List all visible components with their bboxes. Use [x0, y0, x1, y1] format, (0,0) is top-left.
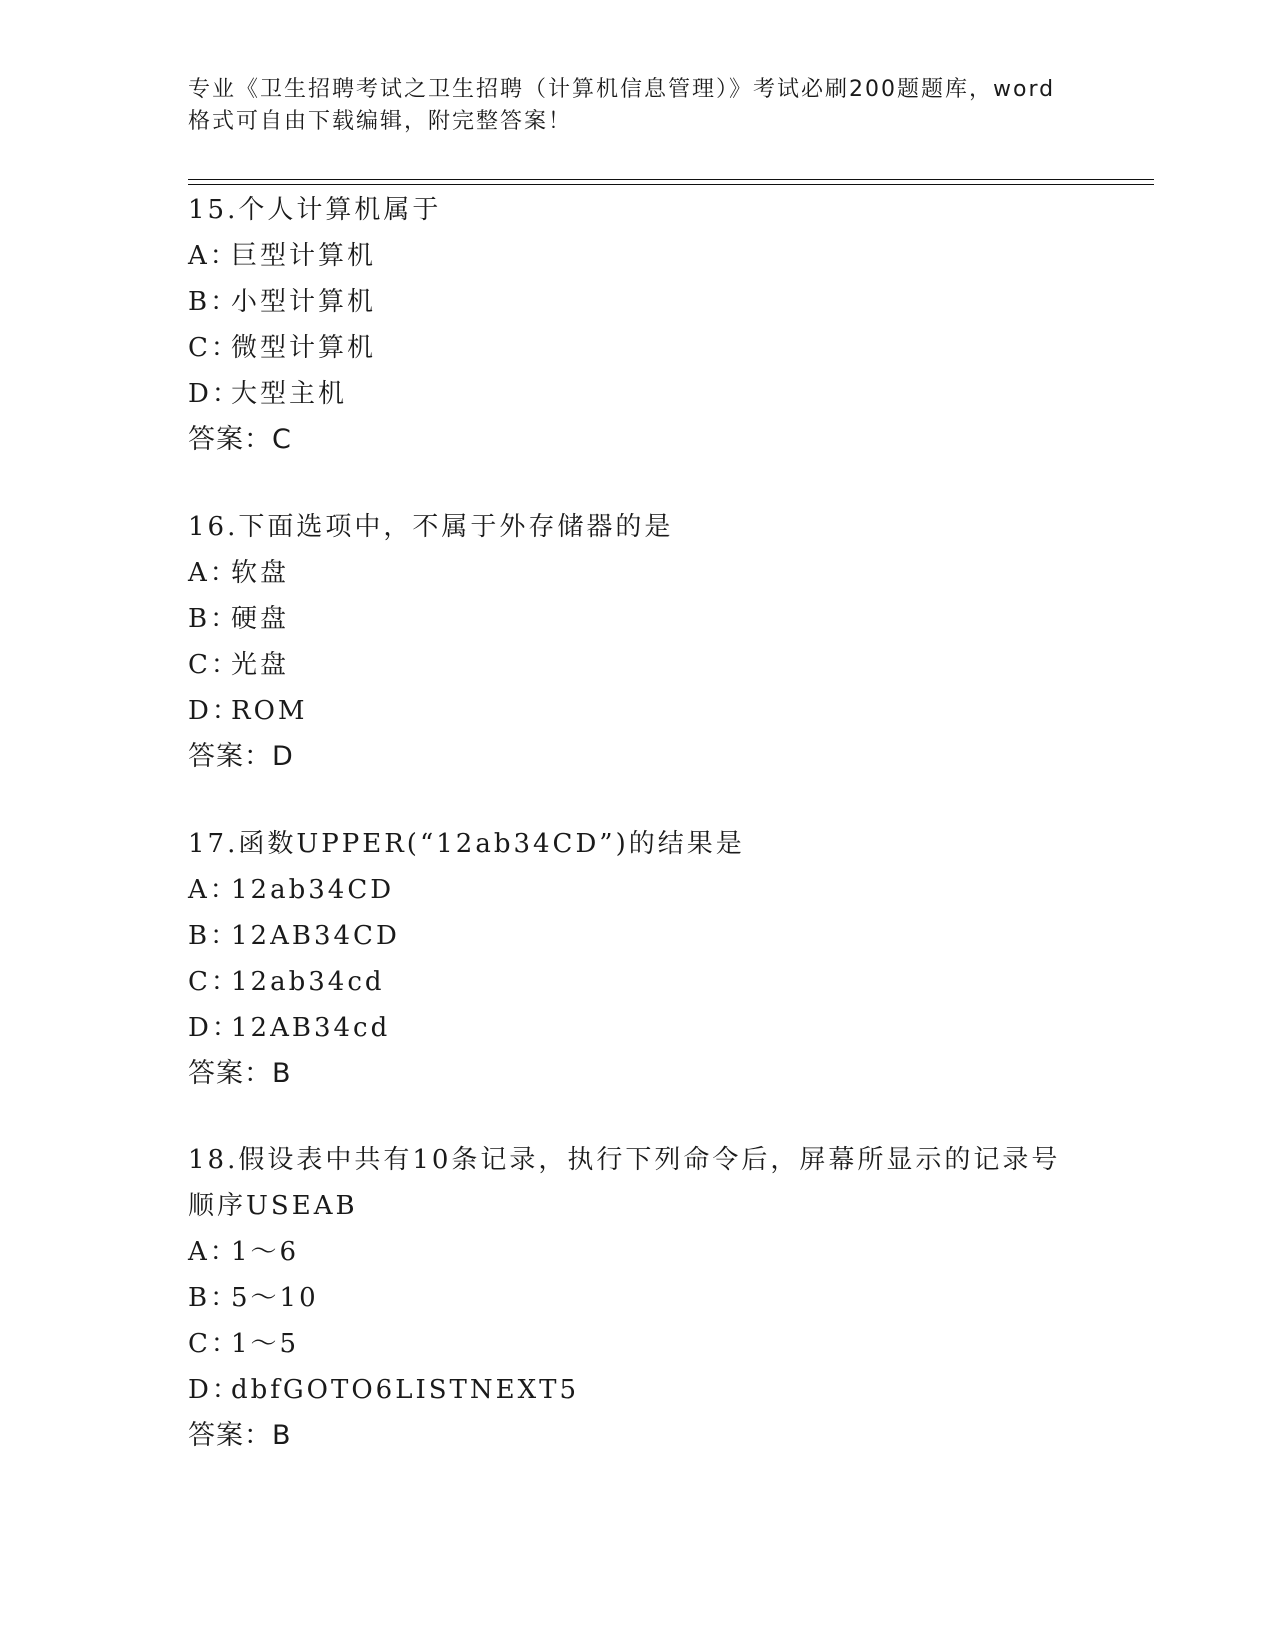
question-stem-line-2: 顺序USEAB — [188, 1191, 358, 1221]
option-label: C： — [188, 967, 240, 997]
option-label: B： — [188, 604, 240, 634]
option-text: 12ab34cd — [231, 967, 385, 997]
option-text: dbfGOTO6LISTNEXT5 — [231, 1375, 580, 1405]
option-label: A： — [188, 558, 239, 588]
option-label: D： — [188, 696, 241, 726]
option-b — [188, 279, 1138, 325]
answer-line — [188, 1051, 1138, 1097]
question-stem: 16.下面选项中，不属于外存储器的是 — [188, 512, 674, 542]
header-line-2: 格式可自由下载编辑，附完整答案！ — [188, 109, 573, 134]
option-text: 软盘 — [231, 558, 290, 588]
option-text: 大型主机 — [231, 379, 348, 409]
option-d — [188, 1005, 1138, 1051]
option-text: 12AB34cd — [231, 1013, 391, 1043]
answer-line — [188, 734, 1138, 780]
question-stem-line-1: 18.假设表中共有10条记录，执行下列命令后，屏幕所显示的记录号 — [188, 1145, 1061, 1175]
option-a — [188, 1229, 1138, 1275]
answer-line — [188, 417, 1138, 463]
option-c — [188, 959, 1138, 1005]
question-stem: 15.个人计算机属于 — [188, 195, 442, 225]
option-label: D： — [188, 1013, 241, 1043]
answer-prefix: 答案： — [188, 424, 272, 455]
option-label: D： — [188, 1375, 241, 1405]
question-17 — [188, 821, 1138, 1097]
option-label: A： — [188, 1237, 239, 1267]
option-text: 5～10 — [231, 1283, 319, 1313]
option-b — [188, 596, 1138, 642]
option-text: 1～6 — [231, 1237, 300, 1267]
option-label: A： — [188, 875, 239, 905]
answer-prefix: 答案： — [188, 741, 272, 772]
option-b — [188, 913, 1138, 959]
question-15 — [188, 187, 1138, 463]
document-header — [188, 74, 1088, 138]
option-text: 12AB34CD — [231, 921, 400, 951]
option-label: B： — [188, 921, 240, 951]
option-label: B： — [188, 1283, 240, 1313]
answer-line — [188, 1413, 1138, 1459]
option-label: C： — [188, 1329, 240, 1359]
option-text: 光盘 — [231, 650, 290, 680]
option-a — [188, 233, 1138, 279]
option-text: 微型计算机 — [231, 333, 377, 363]
option-text: ROM — [231, 696, 308, 726]
answer-value: B — [272, 1058, 292, 1089]
option-a — [188, 867, 1138, 913]
option-label: B： — [188, 287, 240, 317]
option-text: 12ab34CD — [231, 875, 395, 905]
option-text: 巨型计算机 — [231, 241, 377, 271]
header-divider-top — [188, 179, 1154, 180]
answer-value: C — [272, 424, 292, 455]
option-c — [188, 642, 1138, 688]
option-label: C： — [188, 333, 240, 363]
option-label: D： — [188, 379, 241, 409]
option-d — [188, 688, 1138, 734]
option-d — [188, 371, 1138, 417]
answer-value: B — [272, 1420, 292, 1451]
option-text: 小型计算机 — [231, 287, 377, 317]
option-label: A： — [188, 241, 239, 271]
question-stem: 17.函数UPPER(“12ab34CD”)的结果是 — [188, 829, 745, 859]
option-d — [188, 1367, 1138, 1413]
question-16 — [188, 504, 1138, 780]
option-a — [188, 550, 1138, 596]
option-text: 硬盘 — [231, 604, 290, 634]
header-line-1: 专业《卫生招聘考试之卫生招聘（计算机信息管理）》考试必刷200题题库，word — [188, 77, 1056, 102]
option-label: C： — [188, 650, 240, 680]
option-text: 1～5 — [231, 1329, 300, 1359]
option-c — [188, 1321, 1138, 1367]
option-b — [188, 1275, 1138, 1321]
option-c — [188, 325, 1138, 371]
header-divider-bottom — [188, 184, 1154, 185]
answer-prefix: 答案： — [188, 1058, 272, 1089]
question-18 — [188, 1137, 1138, 1459]
answer-prefix: 答案： — [188, 1420, 272, 1451]
answer-value: D — [272, 741, 294, 772]
